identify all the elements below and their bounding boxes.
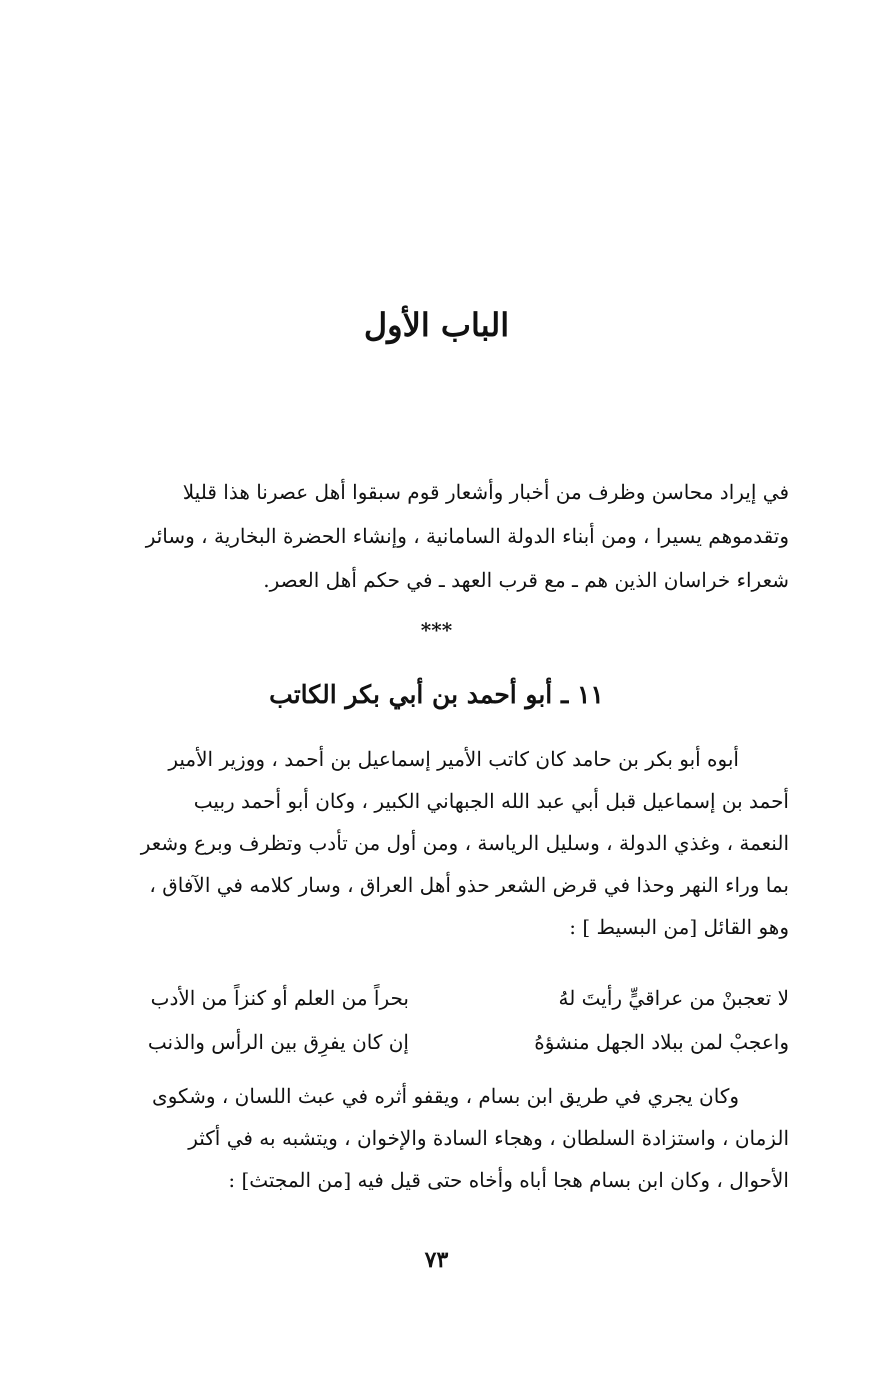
intro-line: وتقدموهم يسيرا ، ومن أبناء الدولة السامانية ، وإنشاء الحضرة البخارية ، وسائر — [145, 524, 789, 548]
verse-line — [79, 976, 789, 1020]
intro-line: في إيراد محاسن وظرف من أخبار وأشعار قوم سبقوا أهل عصرنا هذا قليلا — [182, 480, 789, 504]
closing-paragraph — [79, 1075, 789, 1201]
intro-line: شعراء خراسان الذين هم ـ مع قرب العهد ـ في حكم أهل العصر. — [263, 568, 789, 592]
paragraph-line: وكان يجري في طريق ابن بسام ، ويقفو أثره في عبث اللسان ، وشكوى — [152, 1084, 739, 1108]
paragraph-line: أحمد بن إسماعيل قبل أبي عبد الله الجبهاني الكبير ، وكان أبو أحمد ربيب — [193, 789, 789, 813]
paragraph-line: الزمان ، واستزادة السلطان ، وهجاء السادة والإخوان ، ويتشبه به في أكثر — [188, 1126, 789, 1150]
paragraph-line: وهو القائل [من البسيط ] : — [569, 915, 789, 939]
paragraph-line: الأحوال ، وكان ابن بسام هجا أباه وأخاه حتى قيل فيه [من المجتث] : — [228, 1168, 789, 1192]
biography-paragraph — [79, 738, 789, 948]
paragraph-line: النعمة ، وغذي الدولة ، وسليل الرياسة ، ومن أول من تأدب وتظرف وبرع وشعر — [140, 831, 789, 855]
verse-second-hemistich: إن كان يفرِق بين الرأس والذنب — [147, 1030, 409, 1054]
page-number: ٧٣ — [424, 1247, 449, 1273]
section-separator: *** — [420, 618, 453, 642]
chapter-title: الباب الأول — [363, 306, 510, 344]
verse-line — [79, 1020, 789, 1064]
paragraph-line: بما وراء النهر وحذا في قرض الشعر حذو أهل العراق ، وسار كلامه في الآفاق ، — [149, 873, 789, 897]
verse-second-hemistich: بحراً من العلم أو كنزاً من الأدب — [150, 986, 409, 1010]
poem-verses — [79, 976, 789, 1064]
chapter-introduction — [79, 470, 789, 602]
verse-first-hemistich: واعجبْ لمن ببلاد الجهل منشؤهُ — [534, 1030, 789, 1054]
verse-first-hemistich: لا تعجبنْ من عراقيٍّ رأيتَ لهُ — [558, 986, 789, 1010]
paragraph-line: أبوه أبو بكر بن حامد كان كاتب الأمير إسماعيل بن أحمد ، ووزير الأمير — [168, 747, 739, 771]
section-heading: ١١ ـ أبو أحمد بن أبي بكر الكاتب — [269, 680, 604, 709]
